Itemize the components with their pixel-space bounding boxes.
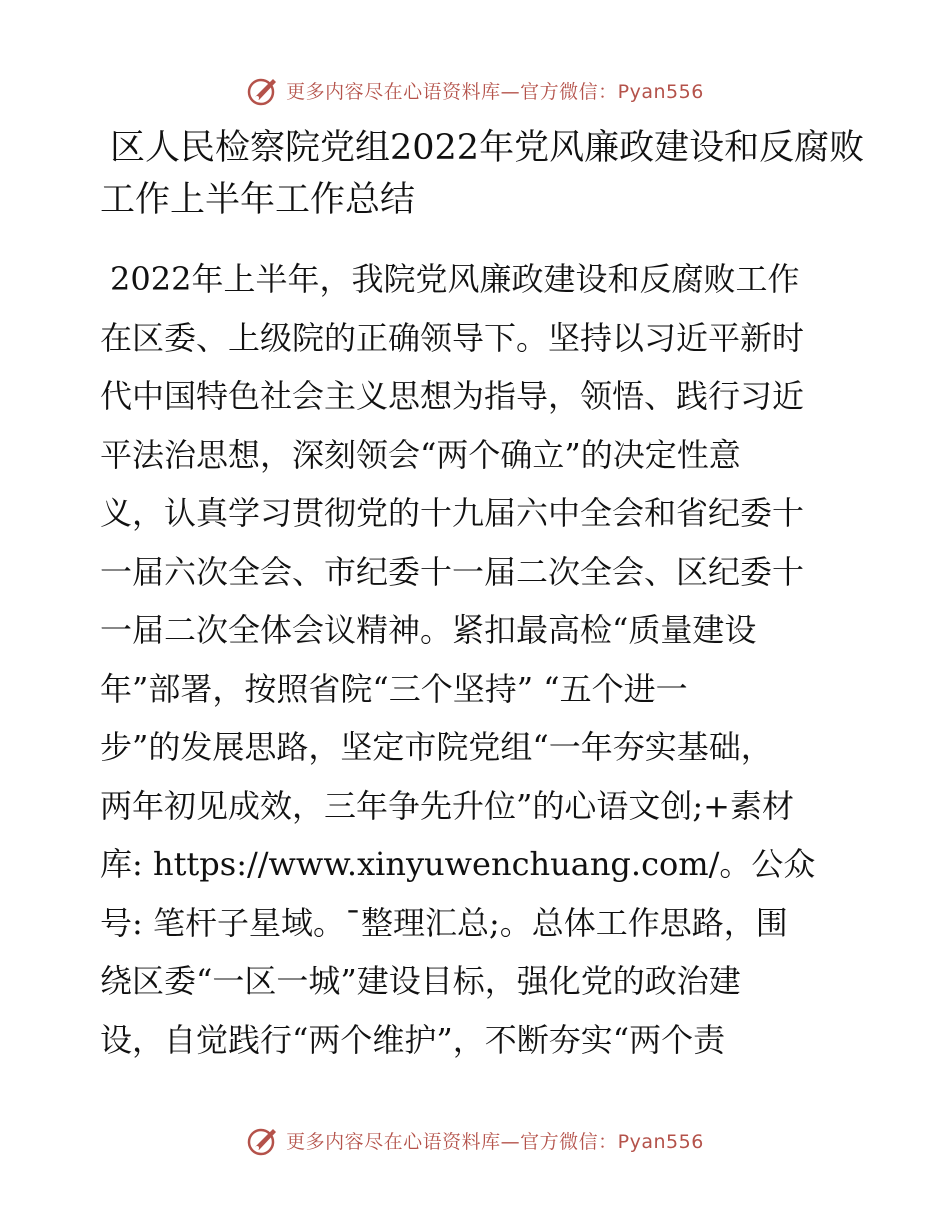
title-line: 区人民检察院党组2022年党风廉政建设和反腐败: [110, 128, 865, 168]
body-line: 代中国特色社会主义思想为指导，领悟、践行习近: [100, 377, 805, 415]
body-line: 库: https://www.xinyuwenchuang.com/。公众: [100, 845, 816, 883]
body-line: 一届六次全会、市纪委十一届二次全会、区纪委十: [100, 552, 805, 591]
document-body: [100, 250, 860, 1069]
header-watermark-text: 更多内容尽在心语资料库—官方微信：Pyan556: [286, 80, 704, 103]
footer-watermark-banner: [0, 1120, 950, 1160]
body-line: 在区委、上级院的正确领导下。坚持以习近平新时: [100, 318, 805, 357]
body-line: 义，认真学习贯彻党的十九届六中全会和省纪委十: [100, 494, 805, 532]
body-line: 平法治思想，深刻领会“两个确立”的决定性意: [100, 435, 741, 474]
body-line: 两年初见成效，三年争先升位”的心语文创;+素材: [100, 786, 794, 825]
body-line: 2022年上半年，我院党风廉政建设和反腐败工作: [110, 260, 800, 298]
body-line: 一届二次全体会议精神。紧扣最高检“质量建设: [100, 611, 757, 649]
header-watermark-banner: [0, 70, 950, 110]
quill-logo-icon: [246, 73, 280, 107]
footer-watermark-text: 更多内容尽在心语资料库—官方微信：Pyan556: [286, 1130, 704, 1153]
body-line: 号: 笔杆子星域。¯整理汇总;。总体工作思路，围: [100, 903, 788, 942]
document-title: [100, 122, 865, 226]
body-line: 步”的发展思路，坚定市院党组“一年夯实基础，: [100, 728, 773, 766]
title-line: 工作上半年工作总结: [100, 180, 416, 220]
body-line: 设，自觉践行“两个维护”，不断夯实“两个责: [100, 1020, 726, 1059]
body-line: 绕区委“一区一城”建设目标，强化党的政治建: [100, 962, 741, 1000]
body-line: 年”部署，按照省院“三个坚持” “五个进一: [100, 669, 688, 708]
quill-logo-icon: [246, 1123, 280, 1157]
